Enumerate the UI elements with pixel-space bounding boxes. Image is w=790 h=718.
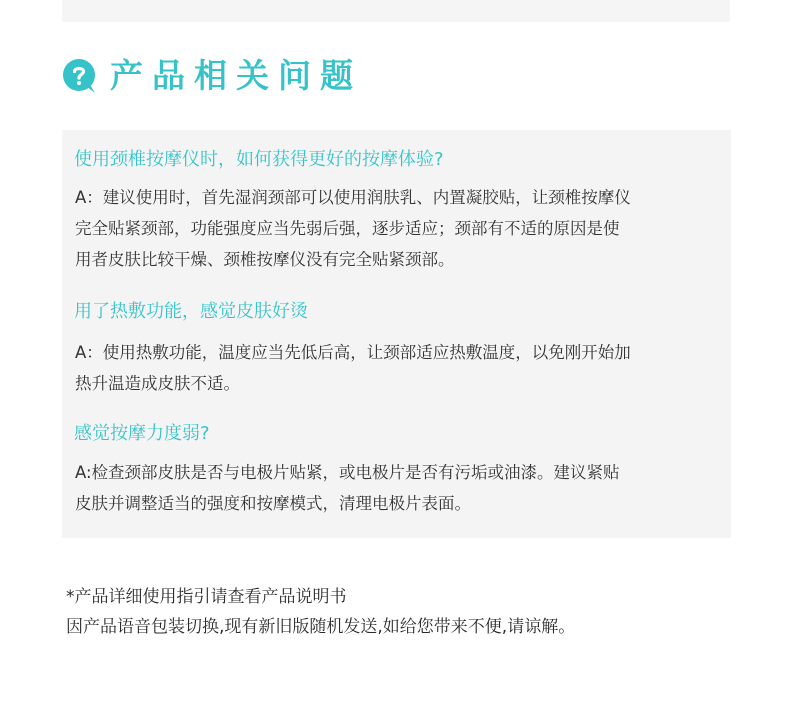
faq-answer [75, 182, 715, 275]
faq-question: 使用颈椎按摩仪时，如何获得更好的按摩体验? [74, 149, 444, 170]
section-heading [62, 56, 362, 96]
faq-answer-line: 热升温造成皮肤不适。 [75, 374, 240, 393]
faq-answer [75, 457, 715, 519]
faq-answer-line: 皮肤并调整适当的强度和按摩模式，清理电极片表面。 [75, 494, 471, 513]
faq-answer-line: A：建议使用时，首先湿润颈部可以使用润肤乳、内置凝胶贴，让颈椎按摩仪 [75, 188, 631, 207]
page-title: 产品相关问题 [110, 56, 362, 95]
faq-answer [75, 337, 715, 399]
footnote-line: *产品详细使用指引请查看产品说明书 [66, 587, 347, 607]
faq-answer-line: 用者皮肤比较干燥、颈椎按摩仪没有完全贴紧颈部。 [75, 250, 455, 269]
faq-question: 用了热敷功能，感觉皮肤好烫 [74, 301, 308, 322]
faq-answer-line: A:检查颈部皮肤是否与电极片贴紧，或电极片是否有污垢或油漆。建议紧贴 [75, 463, 620, 482]
footnote [66, 582, 575, 642]
faq-answer-line: A：使用热敷功能，温度应当先低后高，让颈部适应热敷温度，以免刚开始加 [75, 343, 631, 362]
faq-answer-line: 完全贴紧颈部，功能强度应当先弱后强，逐步适应；颈部有不适的原因是使 [75, 219, 620, 238]
top-content-panel [62, 0, 730, 22]
faq-question: 感觉按摩力度弱? [74, 423, 210, 444]
question-bubble-icon [62, 58, 96, 94]
footnote-line: 因产品语音包装切换,现有新旧版随机发送,如给您带来不便,请谅解。 [66, 617, 576, 637]
